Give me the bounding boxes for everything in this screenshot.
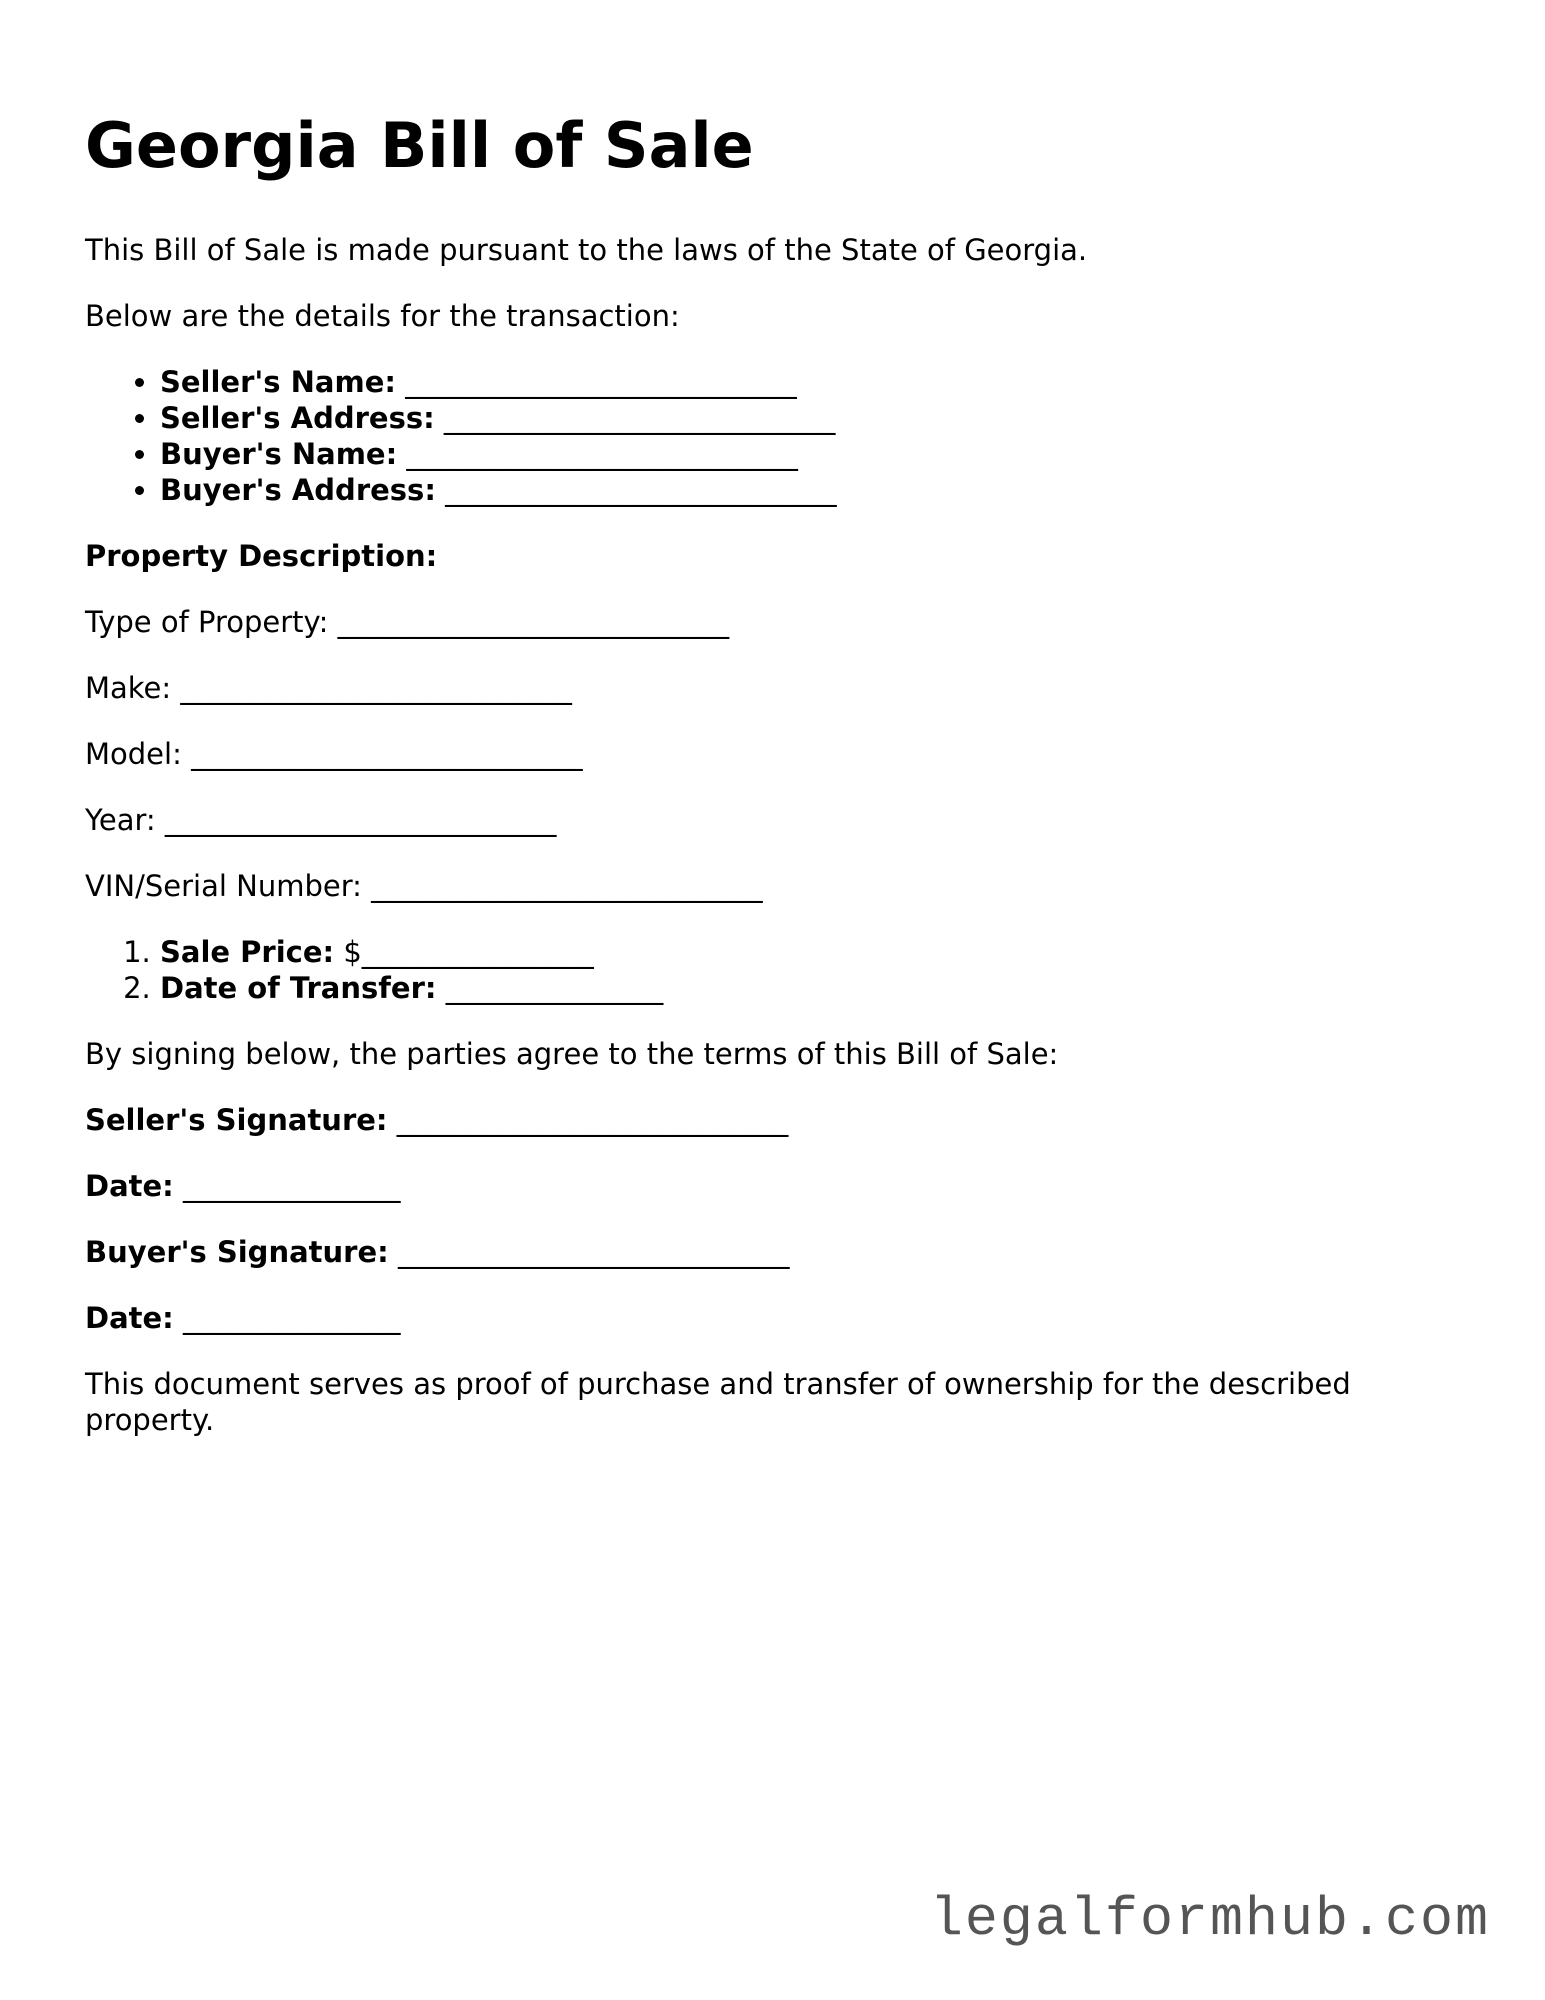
blank-line: _______________	[183, 1169, 401, 1203]
field-label: Sale Price:	[160, 935, 335, 969]
footer-watermark: legalformhub.com	[929, 1888, 1490, 1951]
blank-line: $________________	[343, 935, 594, 969]
property-field	[85, 802, 1465, 838]
list-item	[160, 970, 1465, 1006]
blank-line: ___________________________	[164, 803, 557, 837]
blank-line: ___________________________	[180, 671, 572, 705]
field-label: Year:	[85, 803, 156, 837]
closing-paragraph: This document serves as proof of purchase and transfer of ownership for the described property.	[85, 1367, 1351, 1437]
blank-line: ___________________________	[405, 365, 797, 399]
list-item	[160, 400, 1465, 436]
blank-line: ___________________________	[406, 437, 798, 471]
list-item	[160, 472, 1465, 508]
details-intro: Below are the details for the transaction:	[85, 299, 680, 333]
field-label: Date:	[85, 1169, 174, 1203]
document-page	[85, 108, 1465, 1468]
list-item	[160, 436, 1465, 472]
property-heading: Property Description:	[85, 539, 438, 573]
blank-line: _______________	[183, 1301, 401, 1335]
blank-line: ___________________________	[337, 605, 730, 639]
parties-list	[85, 364, 1465, 508]
list-item	[160, 364, 1465, 400]
blank-line: _______________	[445, 971, 664, 1005]
signature-field	[85, 1168, 1465, 1204]
field-label: Seller's Name:	[160, 365, 396, 399]
page-title: Georgia Bill of Sale	[85, 109, 754, 182]
property-field	[85, 868, 1465, 904]
signature-field	[85, 1102, 1465, 1138]
agreement-paragraph: By signing below, the parties agree to the terms of this Bill of Sale:	[85, 1037, 1059, 1071]
blank-line: ___________________________	[396, 1103, 789, 1137]
field-label: Date:	[85, 1301, 174, 1335]
blank-line: ___________________________	[191, 737, 583, 771]
signature-field	[85, 1234, 1465, 1270]
field-label: Buyer's Signature:	[85, 1235, 389, 1269]
field-label: Make:	[85, 671, 172, 705]
field-label: VIN/Serial Number:	[85, 869, 362, 903]
list-item	[160, 934, 1465, 970]
field-label: Seller's Address:	[160, 401, 435, 435]
terms-list	[85, 934, 1465, 1006]
intro-paragraph: This Bill of Sale is made pursuant to the laws of the State of Georgia.	[85, 233, 1088, 267]
field-label: Seller's Signature:	[85, 1103, 388, 1137]
field-label: Buyer's Name:	[160, 437, 398, 471]
property-field	[85, 670, 1465, 706]
blank-line: ___________________________	[443, 401, 836, 435]
field-label: Buyer's Address:	[160, 473, 436, 507]
property-field	[85, 736, 1465, 772]
blank-line: ___________________________	[397, 1235, 790, 1269]
field-label: Model:	[85, 737, 182, 771]
property-field	[85, 604, 1465, 640]
blank-line: ___________________________	[371, 869, 763, 903]
blank-line: ___________________________	[445, 473, 837, 507]
field-label: Date of Transfer:	[160, 971, 437, 1005]
field-label: Type of Property:	[85, 605, 329, 639]
signature-field	[85, 1300, 1465, 1336]
